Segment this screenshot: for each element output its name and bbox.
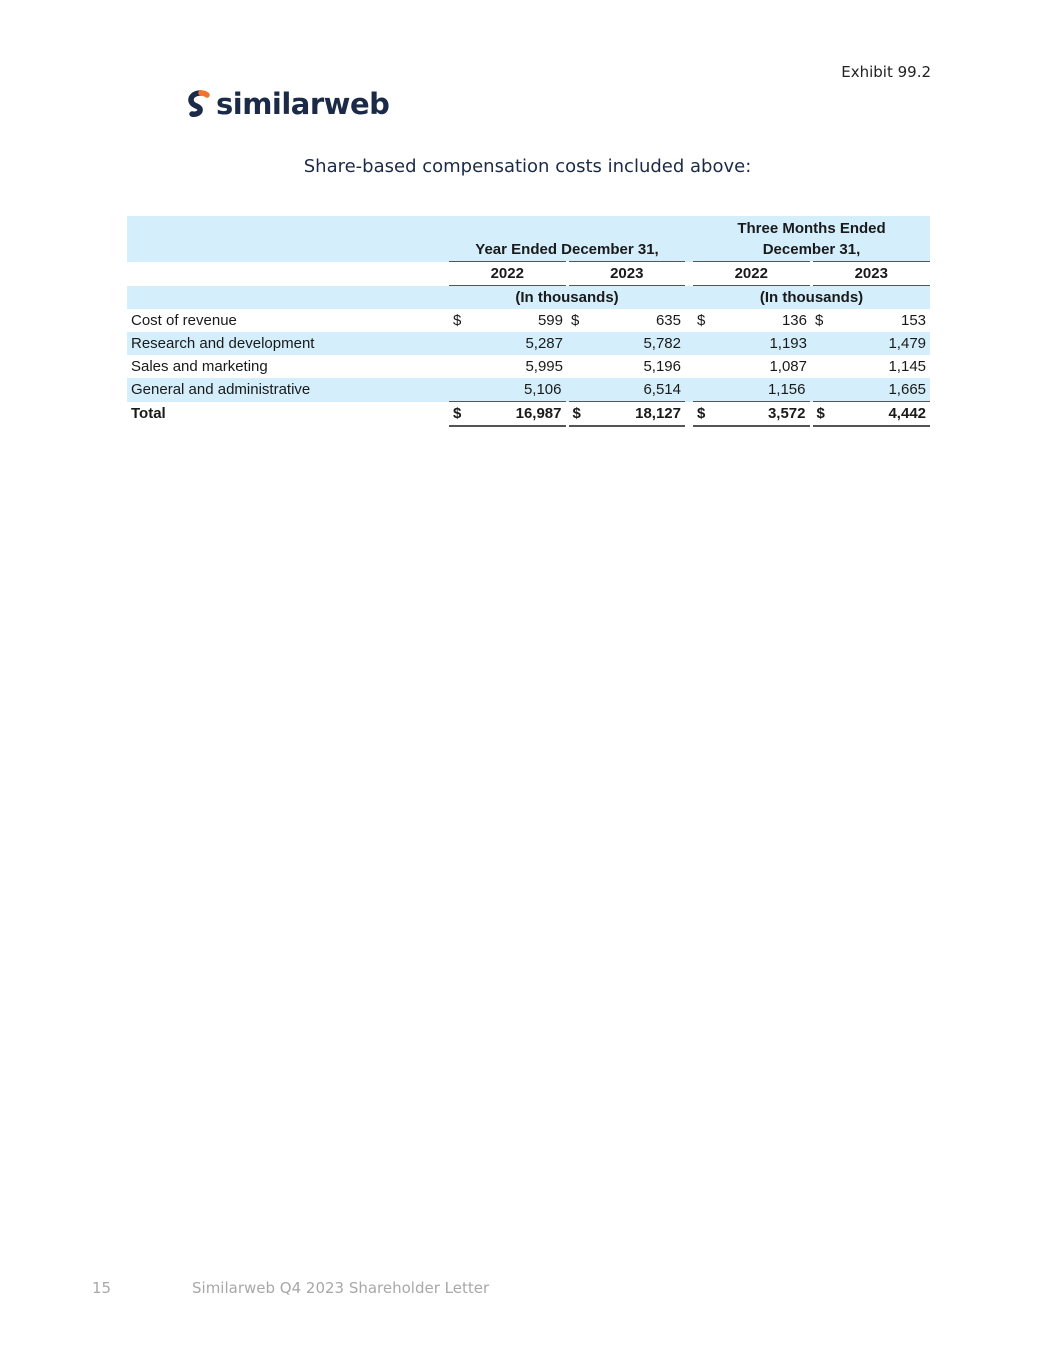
cell-value: 1,145 (888, 358, 927, 375)
total-value: 16,987 (467, 402, 567, 427)
year-2023-a: 2023 (567, 262, 685, 286)
group-header-row (127, 216, 930, 262)
year-ended-header: Year Ended December 31, (449, 216, 685, 262)
similarweb-logo-icon (186, 90, 210, 118)
units-b: (In thousands) (693, 286, 930, 310)
cell-value: 1,156 (711, 378, 811, 402)
row-label: Sales and marketing (131, 358, 268, 375)
three-months-header: Three Months Ended December 31, (693, 216, 930, 262)
cell-value: 136 (781, 312, 807, 329)
currency-symbol: $ (693, 402, 711, 427)
section-title: Share-based compensation costs included above: (303, 156, 752, 177)
row-label: Cost of revenue (131, 312, 237, 329)
year-2023-b: 2023 (811, 262, 930, 286)
table-row (127, 332, 930, 355)
sbc-table (127, 216, 930, 427)
currency-symbol: $ (571, 312, 580, 329)
units-a: (In thousands) (449, 286, 685, 310)
cell-value: 5,782 (585, 332, 685, 355)
year-2022-a: 2022 (449, 262, 567, 286)
currency-symbol: $ (811, 402, 829, 427)
year-2022-b: 2022 (693, 262, 811, 286)
cell-value: 6,514 (585, 378, 685, 402)
cell-value: 1,087 (769, 358, 807, 375)
row-label: General and administrative (127, 378, 445, 402)
logo-wordmark: similarweb (216, 87, 390, 121)
cell-value: 153 (900, 312, 927, 329)
total-value: 18,127 (585, 402, 685, 427)
currency-symbol: $ (449, 402, 467, 427)
cell-value: 5,995 (525, 358, 563, 375)
cell-value: 5,287 (467, 332, 567, 355)
cell-value: 1,479 (829, 332, 930, 355)
total-value: 3,572 (711, 402, 811, 427)
row-label: Total (131, 405, 166, 423)
total-value: 4,442 (829, 402, 930, 427)
cell-value: 1,193 (711, 332, 811, 355)
currency-symbol: $ (567, 402, 585, 427)
row-label: Research and development (127, 332, 445, 355)
table-row (127, 355, 930, 378)
cell-value: 635 (655, 312, 681, 329)
total-row (127, 402, 930, 427)
units-row (127, 286, 930, 310)
table-row (127, 378, 930, 402)
footer-text: Similarweb Q4 2023 Shareholder Letter (192, 1279, 490, 1297)
cell-value: 5,106 (467, 378, 567, 402)
currency-symbol: $ (815, 312, 824, 329)
currency-symbol: $ (453, 312, 462, 329)
table-row (127, 309, 930, 332)
cell-value: 599 (537, 312, 563, 329)
currency-symbol: $ (697, 312, 706, 329)
cell-value: 5,196 (643, 358, 681, 375)
years-row (127, 262, 930, 286)
cell-value: 1,665 (829, 378, 930, 402)
company-logo (186, 86, 389, 122)
page-number: 15 (92, 1279, 112, 1297)
exhibit-label: Exhibit 99.2 (841, 63, 931, 81)
